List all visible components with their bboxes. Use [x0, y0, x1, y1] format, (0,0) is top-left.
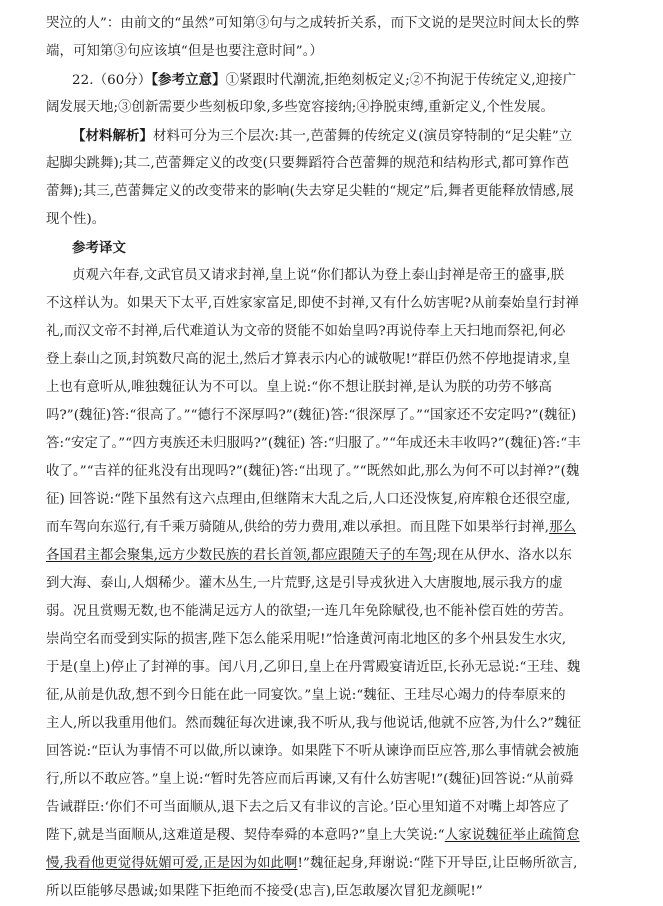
analysis-line-1	[46, 122, 633, 150]
translation-line-4: 登上泰山之顶,封筑数尺高的泥土,然后才算表示内心的诚敬呢!”群臣仍然不停地提请求,皇	[46, 352, 571, 367]
translation-line-22-text: !”魏征起身,拜谢说:“陛下开导臣,让臣畅所欲言,	[297, 856, 578, 871]
underlined-text: 慢,我看他更觉得妩媚可爱,正是因为如此啊	[46, 856, 298, 871]
translation-line-21-text: 陛下,就是当面顺从,这难道是稷、契侍奉舜的本意吗?”皇上大笑说:“	[46, 828, 445, 843]
translation-line-9: 征) 回答说:“陛下虽然有这六点理由,但继隋末大乱之后,人口还没恢复,府库粮仓还很空虚,	[46, 492, 571, 507]
translation-line-19: 行,所以不敢应答。”皇上说:“暂时先答应而后再谏,又有什么妨害呢!”(魏征)回答说:“从前舜	[46, 772, 574, 787]
question-22-line-1	[46, 66, 633, 94]
translation-line-23: 所以臣能够尽愚诚;如果陛下拒绝而不接受(忠言),臣怎敢屡次冒犯龙颜呢!”	[46, 884, 483, 899]
underlined-text: 人家说魏征举止疏简怠	[444, 828, 580, 843]
translation-line-13: 弱。况且赏赐无数,也不能满足远方人的欲望;一连几年免除赋役,也不能补偿百姓的劳苦。	[46, 604, 572, 619]
translation-line-15: 于是(皇上)停止了封禅的事。闰八月,乙卯日,皇上在丹霄殿宴请近臣,长孙无忌说:“王珪、魏	[46, 660, 581, 675]
translation-line-22	[46, 850, 633, 878]
translation-line-14: 崇尚空名而受到实际的损害,陛下怎么能采用呢!”恰逢黄河南北地区的多个州县发生水灾,	[46, 632, 567, 647]
answer-note-line-1: 哭泣的人”：由前文的“虽然”可知第③句与之成转折关系，而下文说的是哭泣时间太长的弊	[46, 16, 580, 31]
translation-line-2: 不这样认为。如果天下太平,百姓家家富足,即使不封禅,又有什么妨害呢?从前秦始皇行封禅	[46, 296, 579, 311]
translation-heading: 参考译文	[72, 240, 126, 256]
underlined-text: 那么	[549, 520, 577, 535]
question-22-number: 22.（60分）	[72, 73, 152, 88]
translation-line-5: 上也有意听从,唯独魏征认为不可以。皇上说:“你不想让朕封禅,是认为朕的功劳不够高	[46, 380, 552, 395]
translation-line-16: 征,从前是仇敌,想不到今日能在此一同宴饮。”皇上说:“魏征、王珪尽心竭力的侍奉原来的	[46, 688, 566, 703]
material-analysis-label: 【材料解析】	[72, 128, 153, 144]
reference-theme-label: 【参考立意】	[151, 72, 226, 88]
translation-line-11	[46, 542, 633, 570]
question-22-line-2: 阔发展天地;③创新需要少些刻板印象,多些宽容接纳;④挣脱束缚,重新定义,个性发展。	[46, 100, 554, 115]
translation-line-11-text: ;现在从伊水、洛水以东	[432, 548, 572, 563]
question-22-line-1-text: ①紧跟时代潮流,拒绝刻板定义;②不拘泥于传统定义,迎接广	[225, 73, 577, 88]
translation-line-17: 主人,所以我重用他们。然而魏征每次进谏,我不听从,我与他说话,他就不应答,为什么?”魏征	[46, 716, 582, 731]
translation-line-10	[46, 514, 633, 542]
translation-line-18: 回答说:“臣认为事情不可以做,所以谏诤。如果陛下不听从谏诤而臣应答,那么事情就会被施	[46, 744, 579, 759]
analysis-line-1-text: 材料可分为三个层次:其一,芭蕾舞的传统定义(演员穿特制的“足尖鞋”立	[152, 129, 573, 144]
translation-line-12: 到大海、泰山,人烟稀少。灌木丛生,一片荒野,这是引导戎狄进入大唐腹地,展示我方的虚	[46, 576, 563, 591]
analysis-line-2: 起脚尖跳舞);其二,芭蕾舞定义的改变(只要舞蹈符合芭蕾舞的规范和结构形式,都可算作芭	[46, 156, 570, 171]
translation-line-20: 告诫群臣:‘你们不可当面顺从,退下去之后又有非议的言论。’臣心里知道不对嘴上却答应了	[46, 800, 570, 815]
analysis-line-3: 蕾舞);其三,芭蕾舞定义的改变带来的影响(失去穿足尖鞋的“规定”后,舞者更能释放情感,展	[46, 184, 574, 199]
translation-line-8: 收了。”“吉祥的征兆没有出现吗?”(魏征)答:“出现了。”“既然如此,那么为何不可以封禅?”(魏	[46, 464, 580, 479]
translation-line-7: 答:“安定了。”“四方夷族还未归服吗?”(魏征) 答:“归服了。”“年成还未丰收吗?”(魏征)答:“丰	[46, 436, 581, 451]
translation-line-10-text: 而车驾向东巡行,有千乘万骑随从,供给的劳力费用,难以承担。而且陛下如果举行封禅,	[46, 520, 550, 535]
analysis-line-4: 现个性)。	[46, 212, 106, 227]
translation-line-1: 贞观六年春,文武官员又请求封禅,皇上说“你们都认为登上泰山封禅是帝王的盛事,朕	[72, 268, 565, 283]
translation-line-6: 吗?”(魏征)答:“很高了。”“德行不深厚吗?”(魏征)答:“很深厚了。”“国家还不安定吗?”(魏征)	[46, 408, 577, 423]
translation-line-3: 礼,而汉文帝不封禅,后代难道认为文帝的贤能不如始皇吗?再说侍奉上天扫地而祭祀,何必	[46, 324, 566, 339]
translation-line-21	[46, 822, 633, 850]
answer-note-line-2: 端，可知第③句应该填“但是也要注意时间”。）	[46, 44, 324, 59]
underlined-text: 各国君主都会聚集,远方少数民族的君长首领,都应跟随天子的车驾	[46, 548, 433, 563]
